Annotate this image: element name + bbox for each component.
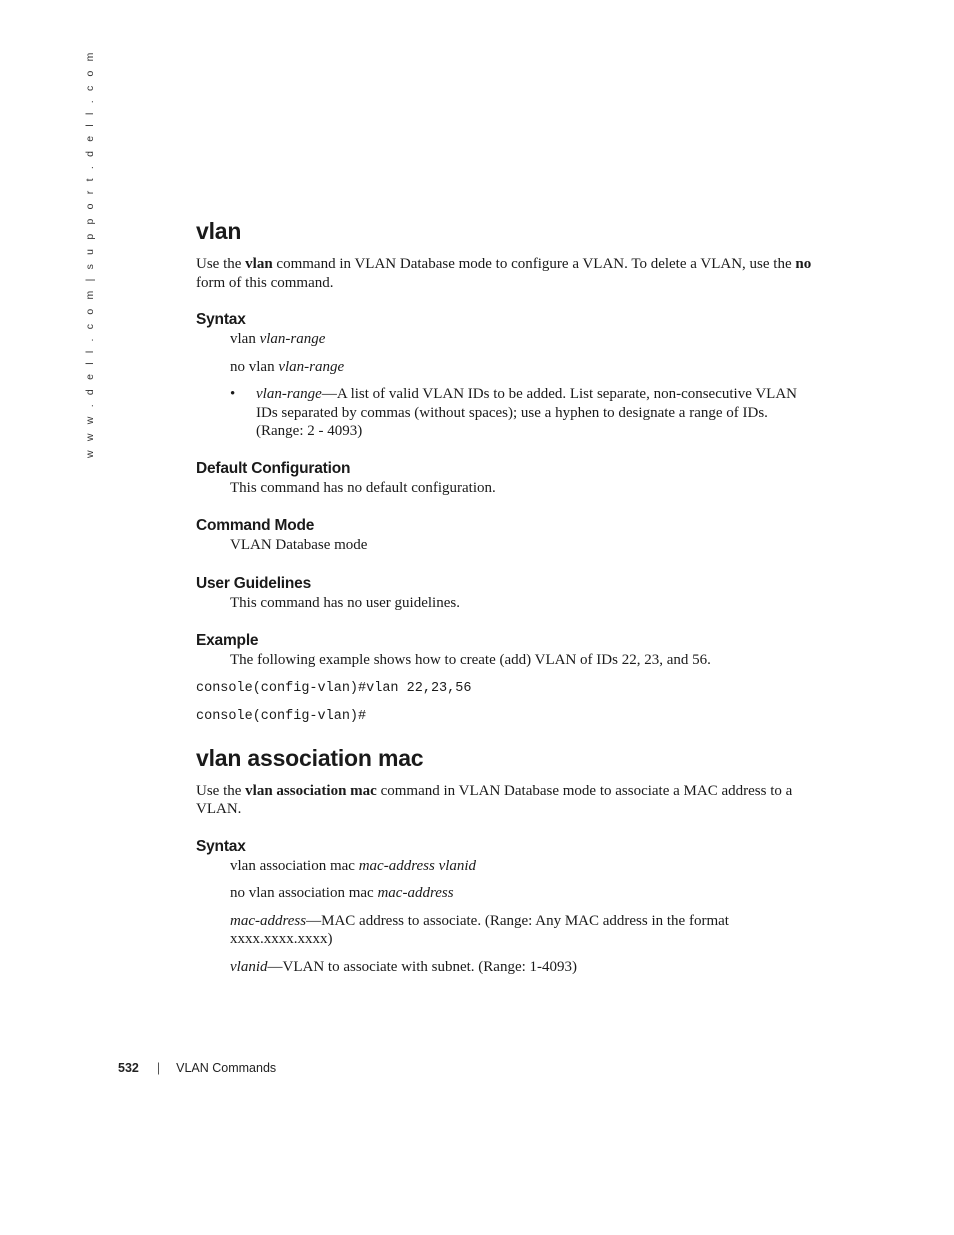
example-heading: Example [196,632,259,649]
text: command in VLAN Database mode to configure a VLAN. To delete a VLAN, use the [272,256,796,272]
side-website-url: w w w . d e l l . c o m | s u p p o r t . d e l l . c o m [84,49,96,458]
example-text: The following example shows how to create (add) VLAN of IDs 22, 23, and 56. [230,652,711,668]
syntax-command: no vlan association mac [230,885,374,901]
syntax-line-1 [230,330,816,349]
syntax-argument: vlan-range [278,358,345,375]
syntax-argument: vlan-range [259,331,326,347]
syntax-line-2 [230,884,816,903]
parameter-name: vlanid [230,958,268,975]
section-title-vlan: vlan [196,218,242,244]
syntax-line-2 [230,358,816,377]
command-mode-text: VLAN Database mode [230,537,368,553]
command-mode-heading: Command Mode [196,517,315,534]
default-config-text: This command has no default configuration. [230,479,496,496]
text: command in VLAN Database mode to associate a MAC address to a VLAN. [196,782,793,817]
syntax-argument: mac-address [377,885,454,901]
page-number: 532 [118,1061,139,1075]
syntax-command: vlan association mac [230,857,355,874]
section-title-vlan-association-mac: vlan association mac [196,744,424,771]
syntax-heading: Syntax [196,837,246,855]
default-config-heading: Default Configuration [196,459,351,477]
chapter-name: VLAN Commands [176,1061,277,1075]
text: form of this command. [196,274,334,291]
user-guidelines-text: This command has no user guidelines. [230,594,460,611]
parameter-item-mac-address [230,912,750,949]
keyword-no: no [795,256,812,272]
parameter-description: —VLAN to associate with subnet. (Range: 1-4093) [267,958,578,975]
footer-separator: | [156,1061,161,1075]
parameter-item-vlanid [230,958,816,977]
text: Use the [196,782,246,799]
vlan-association-mac-intro [196,782,816,819]
command-name: vlan association mac [245,782,377,799]
text: Use the [196,256,246,272]
syntax-heading: Syntax [196,311,246,328]
page-footer [118,1061,276,1075]
syntax-argument: mac-address vlanid [358,857,477,874]
parameter-name: mac-address [230,912,307,929]
user-guidelines-heading: User Guidelines [196,574,312,592]
parameter-description: —MAC address to associate. (Range: Any MAC address in the format xxxx.xxxx.xxxx) [230,912,729,947]
main-content [196,216,816,976]
syntax-command: vlan [230,331,256,347]
bullet-icon: • [230,386,236,402]
parameter-name: vlan-range [256,386,322,402]
code-line-2: console(config-vlan)# [196,708,367,724]
code-line-1: console(config-vlan)#vlan 22,23,56 [196,680,472,696]
parameter-item-vlan-range [196,385,816,441]
vlan-intro [196,255,816,292]
parameter-description: —A list of valid VLAN IDs to be added. List separate, non-consecutive VLAN IDs separated by commas (without spaces); use a hyphen to designate a range of IDs. (Range: 2 - 4093) [256,386,798,439]
syntax-line-1 [230,857,816,876]
command-name: vlan [245,256,273,272]
syntax-command: no vlan [230,358,275,375]
